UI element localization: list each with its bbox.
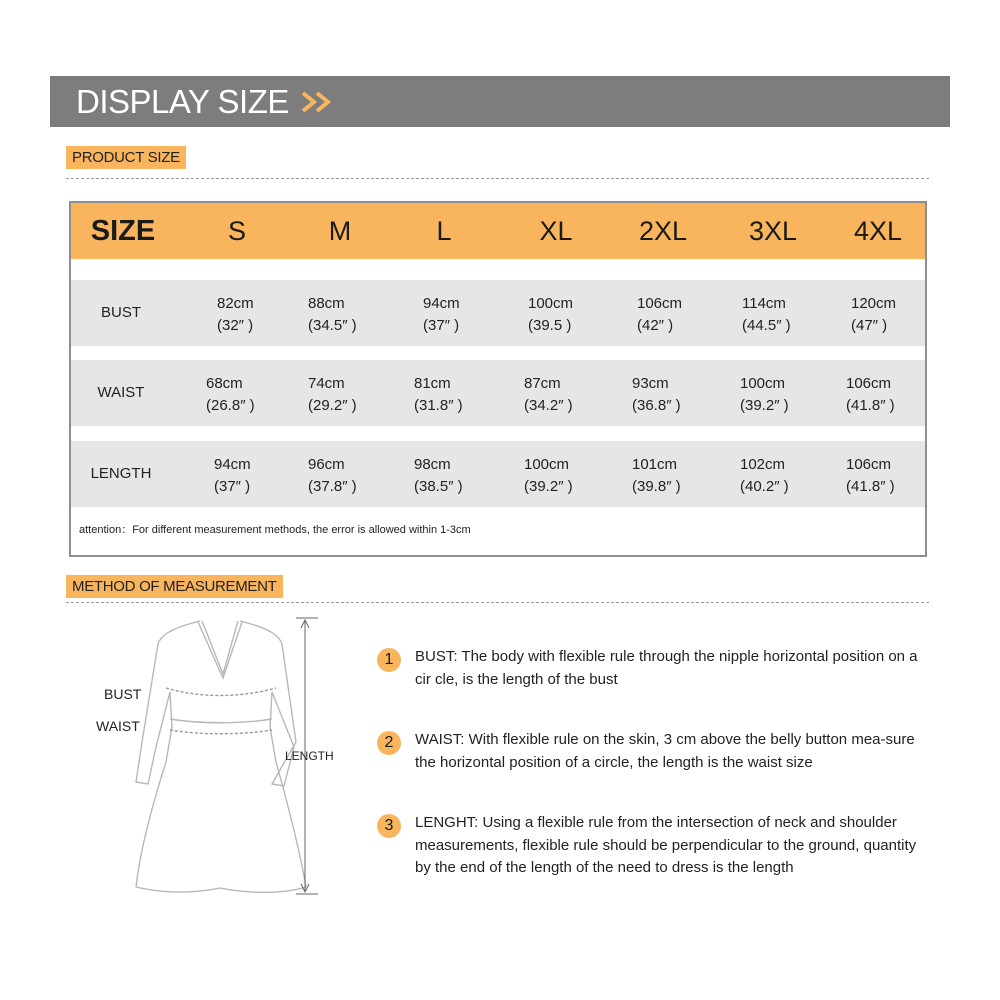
table-cell: 93cm (36.8″ ) (632, 375, 681, 414)
table-row-bust (71, 280, 925, 346)
column-header: XL (539, 216, 573, 246)
step-text: WAIST: With flexible rule on the skin, 3 cm above the belly button mea-sure the horizontal position of a circle, the length is the waist size (415, 731, 915, 771)
table-cell: 101cm (39.8″ ) (632, 456, 681, 495)
step-number-badge: 1 (377, 648, 401, 672)
display-size-banner (50, 76, 950, 127)
divider (66, 602, 929, 603)
column-header: 2XL (638, 216, 688, 246)
size-table (69, 201, 927, 557)
step-number-badge: 2 (377, 731, 401, 755)
table-row-length (71, 441, 925, 507)
row-label: WAIST (97, 384, 145, 401)
table-cell: 100cm (39.2″ ) (524, 456, 573, 495)
column-header: M (328, 216, 352, 246)
table-cell: 94cm (37″ ) (214, 456, 251, 495)
waist-label: WAIST (96, 718, 140, 734)
table-cell: 100cm (39.2″ ) (740, 375, 789, 414)
table-cell: 74cm (29.2″ ) (308, 375, 357, 414)
table-cell: 106cm (42″ ) (637, 295, 683, 334)
length-label: LENGTH (285, 749, 334, 763)
step-text: LENGHT: Using a flexible rule from the intersection of neck and shoulder measurements, flexible rule should be perpendicular to the ground, quantity by the end of the length of the need to dress is the length (415, 814, 917, 876)
step-number-badge: 3 (377, 814, 401, 838)
table-cell: 87cm (34.2″ ) (524, 375, 573, 414)
column-header: SIZE (90, 215, 156, 247)
table-cell: 98cm (38.5″ ) (414, 456, 463, 495)
row-label: BUST (100, 304, 141, 321)
page-title: DISPLAY SIZE (76, 82, 289, 120)
table-cell: 120cm (47″ ) (851, 295, 897, 334)
column-header: S (227, 216, 246, 246)
bust-label: BUST (104, 686, 142, 702)
table-cell: 82cm (32″ ) (217, 295, 254, 334)
divider (66, 178, 929, 179)
attention-note: attention：For different measurement methods, the error is allowed within 1-3cm (79, 524, 471, 536)
column-header: L (436, 216, 452, 246)
table-cell: 81cm (31.8″ ) (414, 375, 463, 414)
column-header: 4XL (853, 216, 903, 246)
double-chevron-right-icon (299, 90, 339, 114)
step-text: BUST: The body with flexible rule through the nipple horizontal position on a cir cle, is the length of the bust (415, 648, 918, 688)
column-header: 3XL (748, 216, 798, 246)
table-cell: 94cm (37″ ) (423, 295, 460, 334)
table-cell: 100cm (39.5 ) (528, 295, 574, 334)
method-label: METHOD OF MEASUREMENT (66, 575, 283, 598)
table-cell: 88cm (34.5″ ) (308, 295, 357, 334)
table-cell: 96cm (37.8″ ) (308, 456, 357, 495)
row-label: LENGTH (90, 465, 152, 482)
table-cell: 68cm (26.8″ ) (206, 375, 255, 414)
table-cell: 114cm (44.5″ ) (742, 295, 791, 334)
table-cell: 106cm (41.8″ ) (846, 375, 895, 414)
product-size-label: PRODUCT SIZE (66, 146, 186, 169)
table-cell: 106cm (41.8″ ) (846, 456, 895, 495)
table-cell: 102cm (40.2″ ) (740, 456, 789, 495)
table-header-row (71, 203, 925, 259)
table-row-waist (71, 360, 925, 426)
